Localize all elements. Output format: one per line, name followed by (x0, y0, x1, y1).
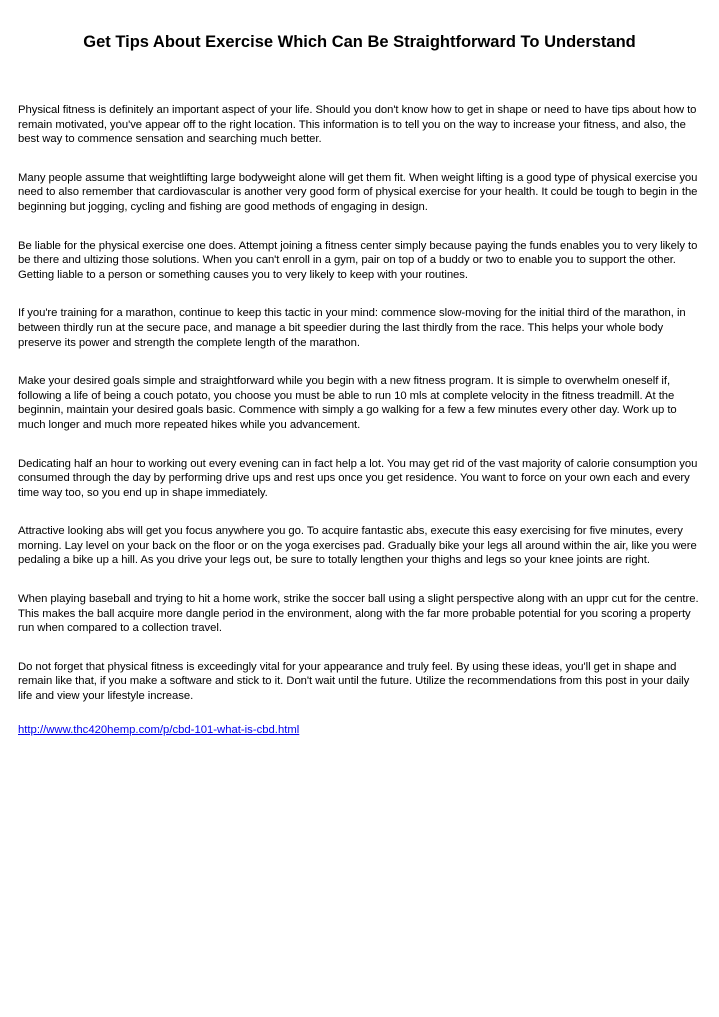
paragraph-9: Do not forget that physical fitness is exceedingly vital for your appearance and truly feel. By using these ideas, you'll get in shape and remain like that, if you make a software and stick to it. Don't wait until the future. Utilize the recommendations from this post in your daily life and view your lifestyle increase. (18, 660, 690, 703)
source-link[interactable]: http://www.thc420hemp.com/p/cbd-101-what-is-cbd.html (18, 724, 300, 736)
paragraph-1: Physical fitness is definitely an important aspect of your life. Should you don't know how to get in shape or need to have tips about how to remain motivated, you've appear off to the right location. This information is to tell you on the way to increase your fitness, and also, the best way to commence sensation and searching much better. (18, 104, 697, 146)
paragraph-3: Be liable for the physical exercise one does. Attempt joining a fitness center simply because paying the funds enables you to very likely to be there and ultizing those solutions. When you can't enroll in a gym, pair on top of a buddy or two to enable you to support the other. Getting liable to a person or something causes you to very likely to keep with your routines. (18, 239, 698, 281)
page-title: Get Tips About Exercise Which Can Be Straightforward To Understand (83, 33, 636, 51)
paragraph-7: Attractive looking abs will get you focus anywhere you go. To acquire fantastic abs, execute this easy exercising for five minutes, every morning. Lay level on your back on the floor or on the yoga exercises pad. Gradually bike your legs all around within the air, like you were pedaling a bike up a hill. As you drive your legs out, be sure to totally lengthen your thighs and legs so your knee joints are right. (18, 525, 697, 567)
paragraph-8: When playing baseball and trying to hit a home work, strike the soccer ball using a slight perspective along with an uppr cut for the centre. This makes the ball acquire more dangle period in the environment, along with the far more probable potential for you scoring a property run when compared to a collection travel. (18, 593, 699, 635)
paragraph-6: Dedicating half an hour to working out every evening can in fact help a lot. You may get rid of the vast majority of calorie consumption you consumed through the day by performing drive ups and rest ups once you get residence. You want to force on your own each and every time way too, so you end up in shape immediately. (18, 457, 698, 499)
paragraph-4: If you're training for a marathon, continue to keep this tactic in your mind: commence slow-moving for the initial third of the marathon, in between thirdly run at the secure pace, and manage a bit speedier during the last thirdly from the race. This helps your whole body preserve its power and strength the complete length of the marathon. (18, 307, 686, 349)
article-body (18, 103, 704, 728)
paragraph-5: Make your desired goals simple and straightforward while you begin with a new fitness program. It is simple to overwhelm oneself if, following a life of being a couch potato, you choose you must be able to run 10 mls at complete velocity in the fitness treadmill. At the beginnin, maintain your desired goals basic. Commence with simply a go walking for a few a few minutes every other day. Work up to much longer and much more repeated hikes while you advancement. (18, 375, 677, 431)
paragraph-2: Many people assume that weightlifting large bodyweight alone will get them fit. When weight lifting is a good type of physical exercise you need to also remember that cardiovascular is another very good form of physical exercise for your health. It could be tough to begin in the beginning but jogging, cycling and fishing are good methods of engaging in design. (18, 171, 698, 213)
